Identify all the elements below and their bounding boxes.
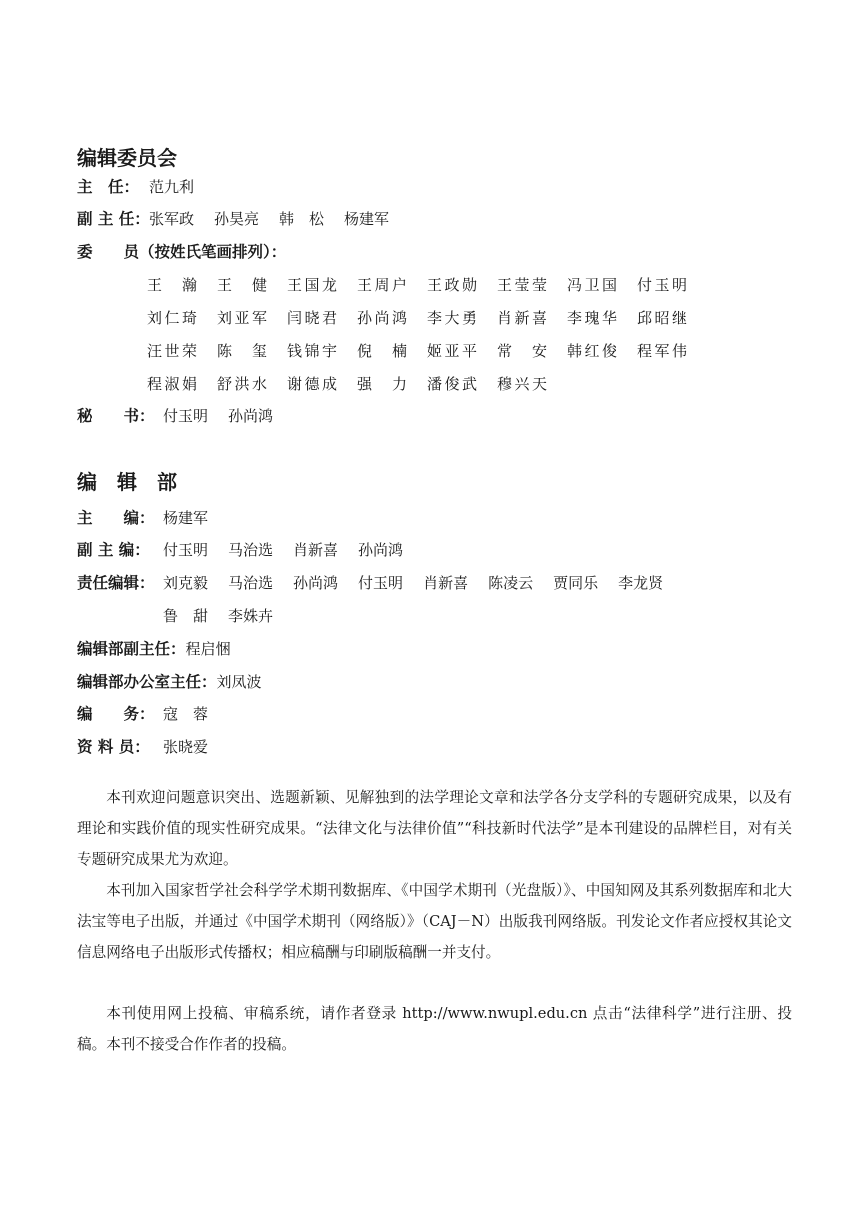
- office-director-name: 刘凤波: [216, 672, 262, 691]
- member-name: 肖新喜: [497, 308, 547, 327]
- notice-paragraph-3: 本刊使用网上投稿、审稿系统，请作者登录 http://www.nwupl.edu.cn 点击“法律科学”进行注册、投稿。本刊不接受合作作者的投稿。: [77, 1005, 792, 1053]
- member-name: 冯卫国: [567, 275, 617, 294]
- chief-name: 杨建军: [163, 508, 209, 527]
- vice-director-name: 张军政: [149, 209, 195, 228]
- member-name: 王国龙: [287, 275, 337, 294]
- member-name: 韩红俊: [567, 341, 617, 360]
- responsible-name: 刘克毅: [163, 573, 209, 592]
- chief-label: 主 编：: [77, 509, 155, 527]
- member-name: 王周户: [357, 275, 407, 294]
- member-name: 李瑰华: [567, 308, 617, 327]
- member-name: 钱锦宇: [287, 341, 337, 360]
- deputy-director-name: 程启悃: [185, 639, 231, 658]
- secretary-name: 孙尚鸿: [228, 406, 274, 425]
- committee-members-row: [77, 240, 286, 262]
- editorial-deputy-row: [77, 538, 423, 560]
- office-director-names: [217, 671, 282, 692]
- responsible-name: 李姝卉: [228, 606, 274, 625]
- secretary-label: 秘 书：: [77, 407, 155, 425]
- archivist-name: 张晓爱: [163, 737, 209, 756]
- notice-paragraph-1: 本刊欢迎问题意识突出、选题新颖、见解独到的法学理论文章和法学各分支学科的专题研究成果，以及有理论和实践价值的现实性研究成果。“法律文化与法律价值”“科技新时代法学”是本刊建设的品牌栏目，对有关专题研究成果尤为欢迎。: [77, 789, 792, 868]
- member-name: 王 健: [217, 275, 267, 294]
- member-name: 闫晓君: [287, 308, 337, 327]
- committee-title: 编辑委员会: [77, 146, 177, 170]
- members-label: 委 员: [77, 243, 140, 261]
- deputy-director-names: [186, 638, 251, 659]
- member-name: 穆兴天: [497, 374, 547, 393]
- member-name: 潘俊武: [427, 374, 477, 393]
- member-name: 王政勋: [427, 275, 477, 294]
- member-name: 倪 楠: [357, 341, 407, 360]
- vice-director-name: 杨建军: [344, 209, 390, 228]
- archivist-names: [163, 736, 228, 757]
- affairs-name: 寇 蓉: [163, 704, 209, 723]
- member-name: 刘仁琦: [147, 308, 197, 327]
- responsible-name: 马治选: [228, 573, 274, 592]
- responsible-names: [163, 572, 683, 593]
- editorial-responsible-row-2: [163, 604, 293, 626]
- editorial-deputy-director-row: [77, 637, 251, 659]
- responsible-names-2: [163, 605, 293, 626]
- office-director-label: 编辑部办公室主任：: [77, 673, 217, 691]
- member-name: 汪世荣: [147, 341, 197, 360]
- vice-director-names: [149, 208, 409, 229]
- responsible-name: 陈凌云: [488, 573, 534, 592]
- members-row-4: [147, 372, 567, 394]
- committee-vice-director-row: [77, 207, 409, 229]
- member-name: 陈 玺: [217, 341, 267, 360]
- responsible-name: 李龙贤: [618, 573, 664, 592]
- responsible-name: 付玉明: [358, 573, 404, 592]
- member-name: 王 瀚: [147, 275, 197, 294]
- vice-director-label: 副 主 任：: [77, 210, 150, 228]
- editorial-title: 编 辑 部: [77, 470, 177, 494]
- director-names: [149, 176, 214, 197]
- members-row-3: [147, 339, 707, 361]
- member-name: 王莹莹: [497, 275, 547, 294]
- members-note: （按姓氏笔画排列）：: [139, 243, 287, 261]
- member-name: 程军伟: [637, 341, 687, 360]
- archivist-label: 资 料 员：: [77, 738, 150, 756]
- editorial-responsible-row: [77, 571, 683, 593]
- chief-names: [163, 507, 228, 528]
- deputy-name: 肖新喜: [293, 540, 339, 559]
- member-name: 姬亚平: [427, 341, 477, 360]
- member-name: 舒洪水: [217, 374, 267, 393]
- responsible-name: 孙尚鸿: [293, 573, 339, 592]
- members-row-2: [147, 306, 707, 328]
- deputy-name: 孙尚鸿: [358, 540, 404, 559]
- secretary-names: [163, 405, 293, 426]
- member-name: 李大勇: [427, 308, 477, 327]
- member-name: 刘亚军: [217, 308, 267, 327]
- deputy-label: 副 主 编：: [77, 541, 150, 559]
- vice-director-name: 孙昊亮: [214, 209, 260, 228]
- member-name: 常 安: [497, 341, 547, 360]
- responsible-name: 贾同乐: [553, 573, 599, 592]
- secretary-name: 付玉明: [163, 406, 209, 425]
- members-row-1: [147, 273, 707, 295]
- member-name: 强 力: [357, 374, 407, 393]
- affairs-names: [163, 703, 228, 724]
- responsible-label: 责任编辑：: [77, 574, 155, 592]
- committee-director-row: [77, 175, 214, 197]
- committee-secretary-row: [77, 404, 293, 426]
- deputy-name: 马治选: [228, 540, 274, 559]
- member-name: 程淑娟: [147, 374, 197, 393]
- responsible-name: 肖新喜: [423, 573, 469, 592]
- deputy-director-label: 编辑部副主任：: [77, 640, 186, 658]
- director-name: 范九利: [149, 177, 195, 196]
- member-name: 邱昭继: [637, 308, 687, 327]
- editorial-archivist-row: [77, 735, 228, 757]
- director-label: 主 任：: [77, 178, 140, 196]
- deputy-names: [163, 539, 423, 560]
- editorial-office-director-row: [77, 670, 282, 692]
- editorial-chief-row: [77, 506, 228, 528]
- member-name: 孙尚鸿: [357, 308, 407, 327]
- responsible-name: 鲁 甜: [163, 606, 209, 625]
- notice-paragraph-2: 本刊加入国家哲学社会科学学术期刊数据库、《中国学术期刊（光盘版）》、中国知网及其系列数据库和北大法宝等电子出版，并通过《中国学术期刊（网络版）》（CAJ－N）出版我刊网络版。刊发论文作者应授权其论文信息网络电子出版形式传播权；相应稿酬与印刷版稿酬一并支付。: [77, 882, 792, 961]
- member-name: 谢德成: [287, 374, 337, 393]
- editorial-affairs-row: [77, 702, 228, 724]
- member-name: 付玉明: [637, 275, 687, 294]
- vice-director-name: 韩 松: [279, 209, 325, 228]
- deputy-name: 付玉明: [163, 540, 209, 559]
- affairs-label: 编 务：: [77, 705, 155, 723]
